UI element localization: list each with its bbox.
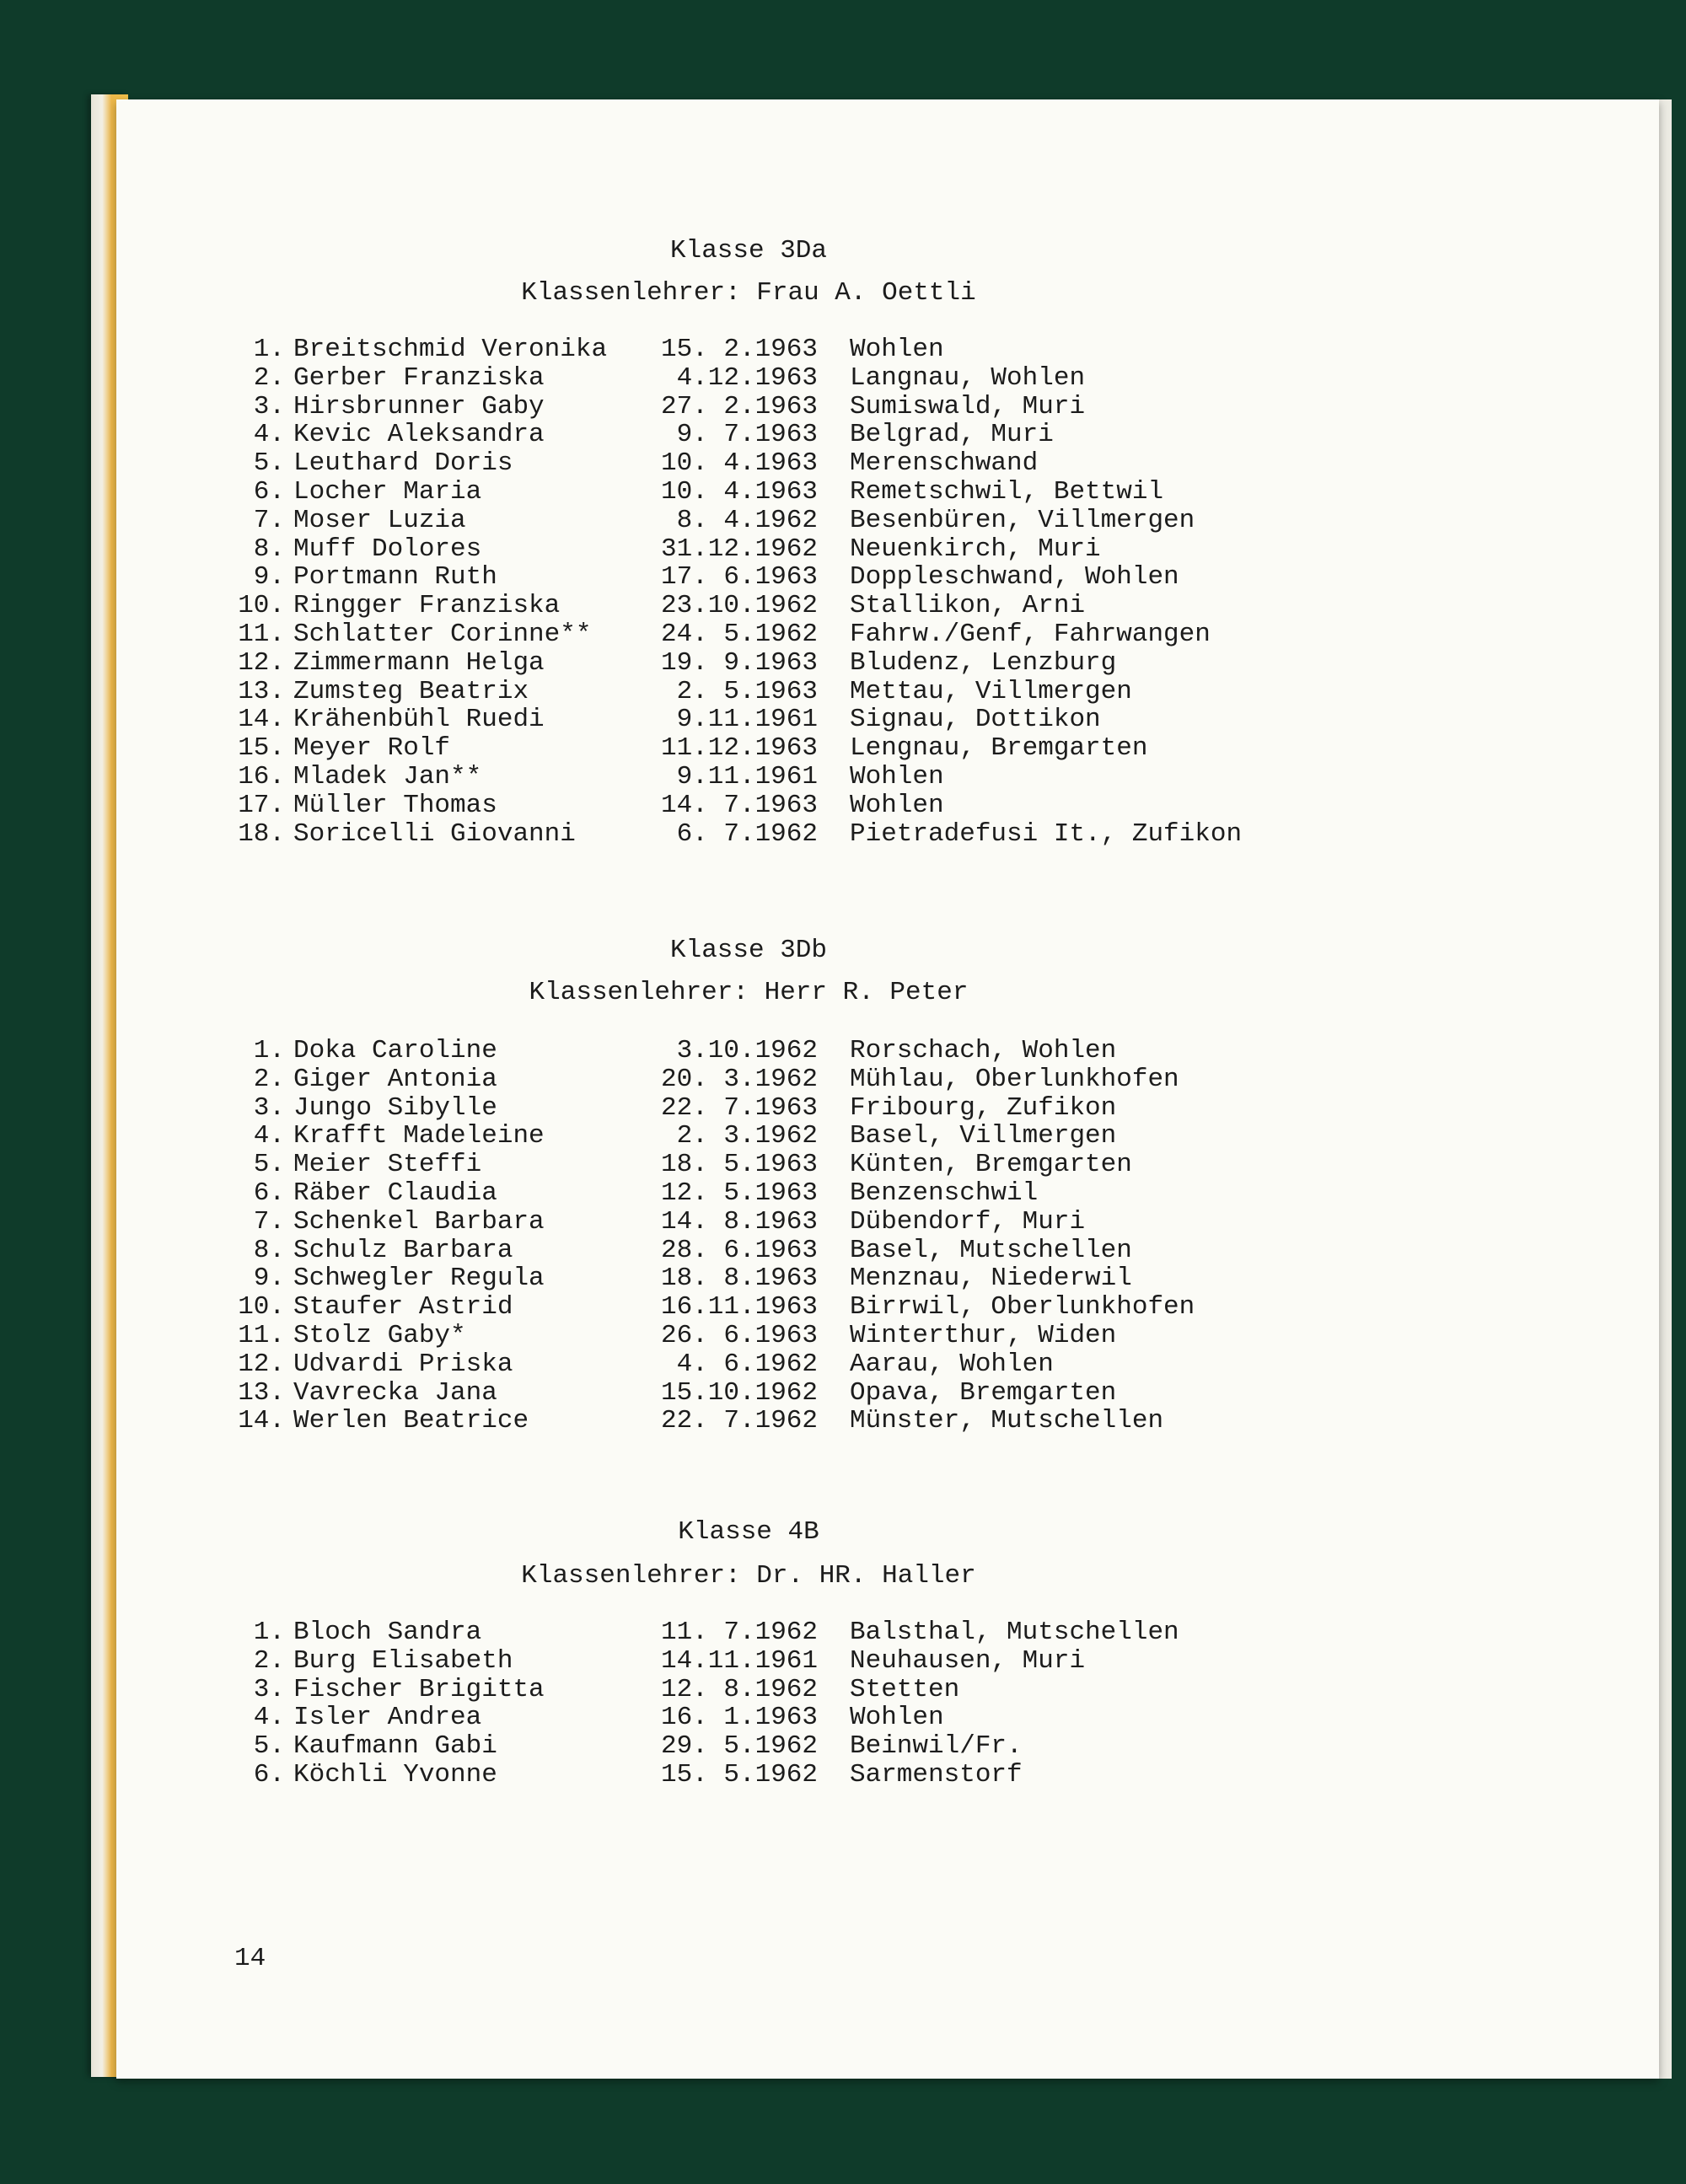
student-place: Rorschach, Wohlen (850, 1036, 1117, 1065)
student-birthdate: 15. 2.1963 (660, 335, 818, 364)
student-birthdate: 16. 1.1963 (660, 1703, 818, 1733)
student-birthdate: 12. 5.1963 (660, 1178, 818, 1208)
class-title: Klasse 3Da (669, 236, 828, 266)
student-name: Udvardi Priska (293, 1349, 513, 1379)
student-place: Beinwil/Fr. (850, 1731, 1023, 1762)
student-name: Bloch Sandra (293, 1618, 482, 1647)
student-name: Kaufmann Gabi (293, 1731, 497, 1762)
student-name: Mladek Jan** (293, 762, 482, 791)
student-name: Meyer Rolf (293, 733, 451, 764)
student-number: 2. (253, 1064, 285, 1094)
page-number: 14 (234, 1944, 266, 1973)
student-place: Dübendorf, Muri (850, 1206, 1086, 1237)
student-birthdate: 10. 4.1963 (660, 477, 818, 507)
student-place: Menznau, Niederwil (850, 1264, 1132, 1294)
student-place: Wohlen (850, 1703, 944, 1733)
student-place: Benzenschwil (850, 1178, 1039, 1208)
student-place: Fahrw./Genf, Fahrwangen (850, 620, 1211, 649)
student-name: Schlatter Corinne** (293, 620, 592, 649)
student-birthdate: 22. 7.1962 (660, 1406, 818, 1436)
student-place: Mühlau, Oberlunkhofen (850, 1064, 1179, 1094)
class-teacher: Klassenlehrer: Dr. HR. Haller (521, 1561, 976, 1591)
student-name: Fischer Brigitta (293, 1674, 545, 1704)
student-number: 3. (253, 1092, 285, 1123)
student-place: Fribourg, Zufikon (850, 1092, 1117, 1123)
student-place: Stetten (850, 1674, 960, 1704)
student-name: Hirsbrunner Gaby (293, 391, 545, 421)
student-birthdate: 3.10.1962 (676, 1036, 818, 1065)
student-number: 10. (238, 1292, 285, 1323)
student-name: Müller Thomas (293, 790, 497, 820)
student-place: Mettau, Villmergen (850, 676, 1132, 706)
class-title: Klasse 3Db (669, 936, 828, 965)
student-birthdate: 22. 7.1963 (660, 1092, 818, 1123)
student-number: 2. (253, 362, 285, 393)
student-name: Schenkel Barbara (293, 1206, 545, 1237)
student-name: Muff Dolores (293, 534, 482, 564)
student-birthdate: 15. 5.1962 (660, 1760, 818, 1790)
student-number: 1. (253, 335, 285, 364)
student-place: Besenbüren, Villmergen (850, 505, 1195, 535)
student-place: Balsthal, Mutschellen (850, 1618, 1179, 1647)
student-number: 5. (253, 1150, 285, 1180)
student-name: Ringger Franziska (293, 591, 561, 621)
student-birthdate: 19. 9.1963 (660, 647, 818, 678)
student-number: 17. (238, 790, 285, 820)
student-name: Zumsteg Beatrix (293, 676, 529, 706)
student-place: Opava, Bremgarten (850, 1377, 1117, 1408)
student-number: 11. (238, 1321, 285, 1350)
student-name: Räber Claudia (293, 1178, 497, 1208)
student-place: Basel, Mutschellen (850, 1235, 1132, 1265)
student-number: 10. (238, 591, 285, 621)
student-number: 14. (238, 1406, 285, 1436)
student-name: Portmann Ruth (293, 562, 497, 593)
student-number: 3. (253, 391, 285, 421)
student-place: Merenschwand (850, 448, 1039, 479)
student-birthdate: 14.11.1961 (660, 1645, 818, 1676)
student-birthdate: 9.11.1961 (676, 762, 818, 791)
student-number: 18. (238, 818, 285, 849)
student-name: Vavrecka Jana (293, 1377, 497, 1408)
student-name: Köchli Yvonne (293, 1760, 497, 1790)
student-name: Moser Luzia (293, 505, 466, 535)
student-birthdate: 18. 8.1963 (660, 1264, 818, 1294)
student-name: Stolz Gaby* (293, 1321, 466, 1350)
student-place: Wohlen (850, 790, 944, 820)
student-birthdate: 31.12.1962 (660, 534, 818, 564)
student-birthdate: 27. 2.1963 (660, 391, 818, 421)
student-number: 6. (253, 1760, 285, 1790)
student-place: Remetschwil, Bettwil (850, 477, 1164, 507)
student-number: 13. (238, 1377, 285, 1408)
student-place: Münster, Mutschellen (850, 1406, 1164, 1436)
student-birthdate: 18. 5.1963 (660, 1150, 818, 1180)
student-name: Doka Caroline (293, 1036, 497, 1065)
student-birthdate: 2. 5.1963 (676, 676, 818, 706)
student-birthdate: 17. 6.1963 (660, 562, 818, 593)
student-number: 12. (238, 1349, 285, 1379)
student-place: Pietradefusi It., Zufikon (850, 818, 1243, 849)
student-birthdate: 24. 5.1962 (660, 620, 818, 649)
student-birthdate: 14. 7.1963 (660, 790, 818, 820)
student-number: 16. (238, 762, 285, 791)
student-birthdate: 8. 4.1962 (676, 505, 818, 535)
student-number: 3. (253, 1674, 285, 1704)
student-number: 4. (253, 1703, 285, 1733)
student-place: Neuenkirch, Muri (850, 534, 1101, 564)
student-birthdate: 14. 8.1963 (660, 1206, 818, 1237)
student-number: 5. (253, 1731, 285, 1762)
class-title: Klasse 4B (678, 1517, 819, 1547)
student-place: Sumiswald, Muri (850, 391, 1086, 421)
student-place: Doppleschwand, Wohlen (850, 562, 1179, 593)
student-name: Locher Maria (293, 477, 482, 507)
student-number: 1. (253, 1036, 285, 1065)
student-name: Burg Elisabeth (293, 1645, 513, 1676)
student-place: Künten, Bremgarten (850, 1150, 1132, 1180)
student-name: Staufer Astrid (293, 1292, 513, 1323)
student-birthdate: 23.10.1962 (660, 591, 818, 621)
class-teacher: Klassenlehrer: Herr R. Peter (529, 978, 969, 1007)
student-birthdate: 20. 3.1962 (660, 1064, 818, 1094)
student-birthdate: 12. 8.1962 (660, 1674, 818, 1704)
student-name: Soricelli Giovanni (293, 818, 576, 849)
student-place: Neuhausen, Muri (850, 1645, 1086, 1676)
student-place: Lengnau, Bremgarten (850, 733, 1148, 764)
student-number: 4. (253, 1121, 285, 1151)
student-place: Aarau, Wohlen (850, 1349, 1054, 1379)
student-place: Basel, Villmergen (850, 1121, 1117, 1151)
student-birthdate: 15.10.1962 (660, 1377, 818, 1408)
student-birthdate: 2. 3.1962 (676, 1121, 818, 1151)
student-number: 15. (238, 733, 285, 764)
student-number: 2. (253, 1645, 285, 1676)
student-number: 7. (253, 1206, 285, 1237)
student-place: Wohlen (850, 335, 944, 364)
student-birthdate: 4. 6.1962 (676, 1349, 818, 1379)
student-birthdate: 16.11.1963 (660, 1292, 818, 1323)
student-number: 7. (253, 505, 285, 535)
student-name: Krähenbühl Ruedi (293, 705, 545, 735)
student-place: Signau, Dottikon (850, 705, 1101, 735)
student-name: Kevic Aleksandra (293, 420, 545, 450)
student-name: Schulz Barbara (293, 1235, 513, 1265)
student-number: 11. (238, 620, 285, 649)
student-number: 9. (253, 1264, 285, 1294)
student-name: Zimmermann Helga (293, 647, 545, 678)
student-number: 9. (253, 562, 285, 593)
student-birthdate: 9. 7.1963 (676, 420, 818, 450)
student-number: 4. (253, 420, 285, 450)
student-place: Birrwil, Oberlunkhofen (850, 1292, 1195, 1323)
student-number: 5. (253, 448, 285, 479)
class-teacher: Klassenlehrer: Frau A. Oettli (521, 278, 976, 308)
student-place: Langnau, Wohlen (850, 362, 1086, 393)
student-place: Winterthur, Widen (850, 1321, 1117, 1350)
student-name: Breitschmid Veronika (293, 335, 608, 364)
student-name: Isler Andrea (293, 1703, 482, 1733)
student-place: Belgrad, Muri (850, 420, 1054, 450)
student-number: 6. (253, 477, 285, 507)
student-birthdate: 11. 7.1962 (660, 1618, 818, 1647)
student-place: Stallikon, Arni (850, 591, 1086, 621)
student-name: Gerber Franziska (293, 362, 545, 393)
student-number: 8. (253, 1235, 285, 1265)
student-birthdate: 10. 4.1963 (660, 448, 818, 479)
student-birthdate: 26. 6.1963 (660, 1321, 818, 1350)
student-number: 8. (253, 534, 285, 564)
student-birthdate: 6. 7.1962 (676, 818, 818, 849)
student-birthdate: 11.12.1963 (660, 733, 818, 764)
student-birthdate: 4.12.1963 (676, 362, 818, 393)
student-birthdate: 28. 6.1963 (660, 1235, 818, 1265)
student-name: Werlen Beatrice (293, 1406, 529, 1436)
student-number: 13. (238, 676, 285, 706)
student-place: Sarmenstorf (850, 1760, 1023, 1790)
student-number: 12. (238, 647, 285, 678)
student-name: Meier Steffi (293, 1150, 482, 1180)
student-name: Schwegler Regula (293, 1264, 545, 1294)
student-place: Wohlen (850, 762, 944, 791)
student-name: Giger Antonia (293, 1064, 497, 1094)
student-number: 14. (238, 705, 285, 735)
student-place: Bludenz, Lenzburg (850, 647, 1117, 678)
student-name: Krafft Madeleine (293, 1121, 545, 1151)
student-birthdate: 29. 5.1962 (660, 1731, 818, 1762)
student-number: 1. (253, 1618, 285, 1647)
student-name: Jungo Sibylle (293, 1092, 497, 1123)
student-birthdate: 9.11.1961 (676, 705, 818, 735)
student-number: 6. (253, 1178, 285, 1208)
student-name: Leuthard Doris (293, 448, 513, 479)
